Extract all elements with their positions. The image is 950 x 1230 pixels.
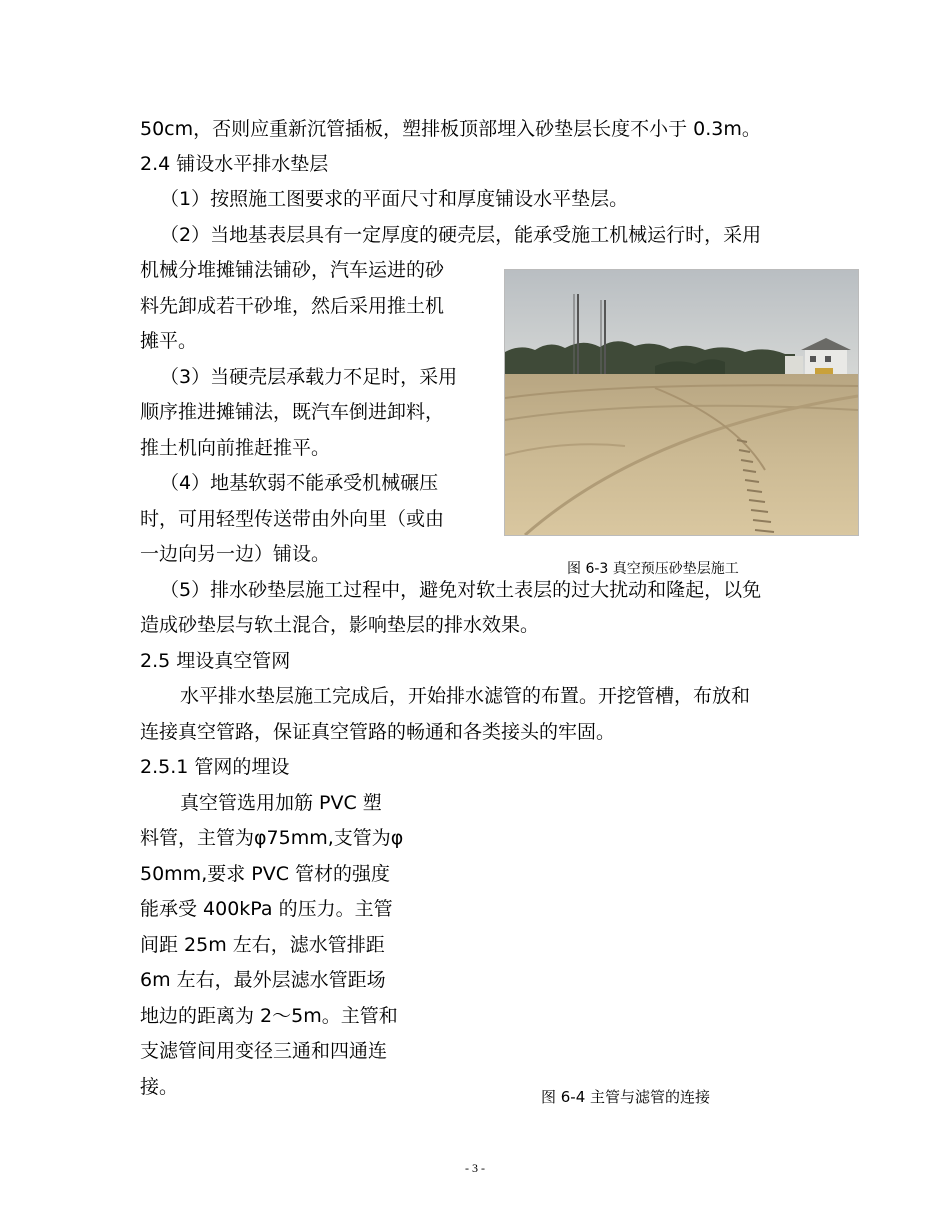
text-line: （4）地基软弱不能承受机械碾压 [160,472,439,494]
text-line: 摊平。 [140,330,198,352]
text-line: 连接真空管路，保证真空管路的畅通和各类接头的牢固。 [140,721,616,743]
text-line: 支滤管间用变径三通和四通连 [140,1040,388,1062]
text-line: 50mm,要求 PVC 管材的强度 [140,863,391,885]
text-line: 50cm，否则应重新沉管插板，塑排板顶部埋入砂垫层长度不小于 0.3m。 [140,118,761,140]
text-line: 水平排水垫层施工完成后，开始排水滤管的布置。开挖管槽，布放和 [180,685,751,707]
section-heading: 2.4 铺设水平排水垫层 [140,153,329,175]
construction-site-photo [504,269,859,536]
text-line: 推土机向前推赶推平。 [140,437,331,459]
figure-caption: 图 6-4 主管与滤管的连接 [541,1088,711,1106]
subsection-heading: 2.5.1 管网的埋设 [140,756,290,778]
text-line: 真空管选用加筋 PVC 塑 [180,792,382,814]
text-line: 顺序推进摊铺法，既汽车倒进卸料， [140,401,445,423]
text-line: （3）当硬壳层承载力不足时，采用 [160,366,458,388]
text-line: （5）排水砂垫层施工过程中，避免对软土表层的过大扰动和隆起，以免 [160,579,762,601]
text-line: 间距 25m 左右，滤水管排距 [140,934,385,956]
section-heading: 2.5 埋设真空管网 [140,650,291,672]
text-line: 料先卸成若干砂堆，然后采用推土机 [140,295,445,317]
text-line: 造成砂垫层与软土混合，影响垫层的排水效果。 [140,614,540,636]
text-line: 一边向另一边）铺设。 [140,543,331,565]
text-line: （1）按照施工图要求的平面尺寸和厚度铺设水平垫层。 [160,188,629,210]
text-line: 6m 左右，最外层滤水管距场 [140,969,386,991]
figure-caption: 图 6-3 真空预压砂垫层施工 [567,561,739,577]
text-line: 接。 [140,1076,179,1098]
text-line: 机械分堆摊铺法铺砂，汽车运进的砂 [140,259,445,281]
text-line: 地边的距离为 2～5m。主管和 [140,1005,398,1027]
text-line: 能承受 400kPa 的压力。主管 [140,898,393,920]
page-number: - 3 - [465,1161,485,1175]
text-line: 时，可用轻型传送带由外向里（或由 [140,508,445,530]
text-line: （2）当地基表层具有一定厚度的硬壳层，能承受施工机械运行时，采用 [160,224,762,246]
text-line: 料管，主管为φ75mm,支管为φ [140,827,404,849]
